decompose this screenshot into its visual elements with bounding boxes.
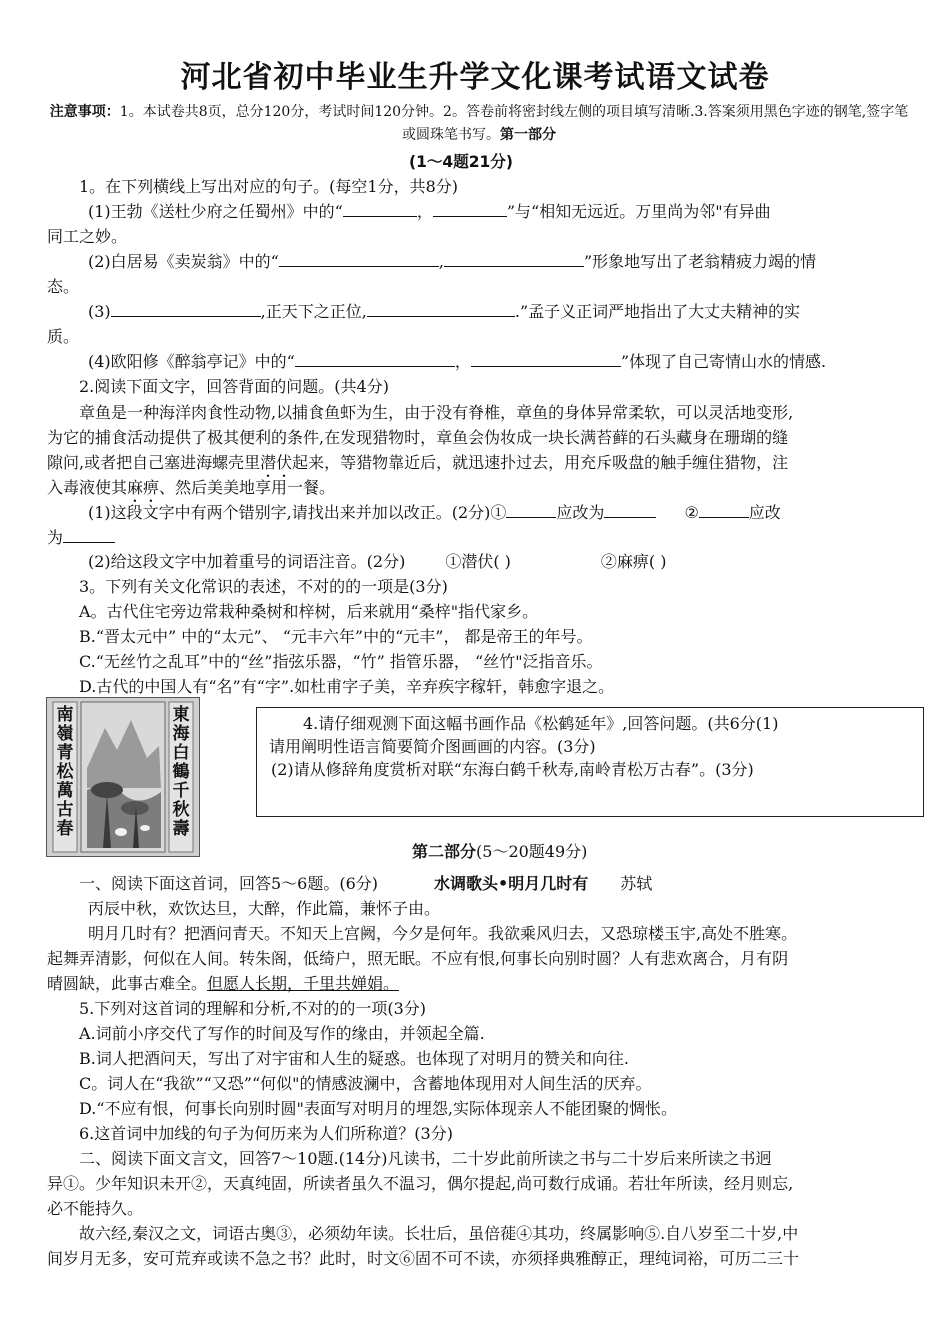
poem-title: 水调歌头•明月几时有 xyxy=(434,874,589,893)
poem-line: 起舞弄清影，何似在人间。转朱阁，低绮户，照无眠。不应有恨,何事长向别时圆？人有悲欢离合，月有阴 xyxy=(47,949,789,968)
emphasis-word: 麻痹 xyxy=(127,478,160,497)
q2-sub1: (1)这段文字中有两个错别字,请找出来并加以改正。(2分)① 应改为 ② 应改 xyxy=(88,503,781,522)
answer-blank[interactable] xyxy=(604,501,656,518)
q3-stem: 3。下列有关文化常识的表述，不对的的一项是(3分) xyxy=(79,577,448,596)
q6-stem: 6.这首词中加线的句子为何历来为人们所称道？(3分) xyxy=(79,1124,453,1143)
notice xyxy=(44,101,914,147)
q4-line: 4.请仔细观测下面这幅书画作品《松鹤延年》,回答问题。(共6分(1) xyxy=(303,714,779,733)
part1-heading: 第一部分 xyxy=(500,127,556,143)
q5-option-d: D.“不应有恨，何事长向别时圆"表面写对明月的埋怨,实际体现亲人不能团聚的惆怅。 xyxy=(79,1099,677,1118)
classical-line: 故六经,秦汉之文，词语古奥③，必须幼年读。长壮后，虽倍蓰④其功，终属影响⑤.自八岁至二十岁,中 xyxy=(79,1224,799,1243)
q2-passage-line: 为它的捕食活动提供了极其便利的条件,在发现猎物时，章鱼会伪妆成一块长满苔藓的石头藏身在珊瑚的缝 xyxy=(47,428,789,447)
q1-item3: (3) ,正天下之正位, .”孟子义正词严地指出了大丈夫精神的实 xyxy=(88,302,801,321)
q1-item1: (1)王勃《送杜少府之任蜀州》中的“ ， ”与“相知无远近。万里尚为邻"有异曲 xyxy=(88,202,771,221)
exam-title: 河北省初中毕业生升学文化课考试语文试卷 xyxy=(180,60,770,95)
q1-stem: 1。在下列横线上写出对应的句子。(每空1分，共8分) xyxy=(79,177,459,196)
q2-passage-line: 隙问,或者把自己塞进海螺壳里潜伏起来，等猎物靠近后，就迅速扑过去，用充斥吸盘的触手缠住猎物，注 xyxy=(47,453,789,472)
answer-blank[interactable] xyxy=(63,526,115,543)
poem-intro-line: 一、阅读下面这首词，回答5～6题。(6分) 水调歌头•明月几时有 苏轼 xyxy=(79,874,653,893)
q5-option-c: C。词人在“我欲”“又恐”“何似"的情感波澜中，含蓄地体现用对人间生活的厌弃。 xyxy=(79,1074,652,1093)
part2-heading: 第二部分(5～20题49分) xyxy=(412,842,588,861)
poem-line: 明月几时有？把酒问青天。不知天上宫阙，今夕是何年。我欲乘风归去，又恐琼楼玉宇,高处不胜寒。 xyxy=(88,924,798,943)
notice-label: 注意事项： xyxy=(49,104,120,120)
notice-text: 1。本试卷共8页，总分120分，考试时间120分钟。2。答卷前将密封线左侧的项目填写清晰.3.答案须用黑色字迹的钢笔,签字笔或圆珠笔书写。 xyxy=(119,104,909,143)
q3-option-d: D.古代的中国人有“名”有“字”.如杜甫字子美，辛弃疾字稼轩，韩愈字退之。 xyxy=(79,677,615,696)
q2-sub1-cont: 为 xyxy=(47,526,115,550)
couplet-left: 南嶺青松萬古春 xyxy=(56,705,74,839)
poem-preface: 丙辰中秋，欢饮达旦，大醉，作此篇，兼怀子由。 xyxy=(88,899,441,918)
q3-option-c: C.“无丝竹之乱耳”中的“丝”指弦乐器，“竹” 指管乐器， “丝竹"泛指音乐。 xyxy=(79,652,603,671)
couplet-right: 東海白鶴千秋壽 xyxy=(172,705,190,839)
q1-item2: (2)白居易《卖炭翁》中的“ , ”形象地写出了老翁精疲力竭的情 xyxy=(88,252,817,271)
q4-line: 请用阐明性语言简要简介图画画的内容。(3分) xyxy=(269,737,596,756)
q5-option-a: A.词前小序交代了写作的时间及写作的缘由，并领起全篇. xyxy=(79,1024,485,1043)
painting-image xyxy=(46,697,200,857)
q2-sub2: (2)给这段文字中加着重号的词语注音。(2分) ①潜伏( ) ②麻痹( ) xyxy=(88,552,667,571)
answer-blank[interactable] xyxy=(111,300,261,317)
q4-box xyxy=(256,707,924,817)
q3-option-b: B.“晋太元中” 中的“太元”、 “元丰六年”中的“元丰”， 都是帝王的年号。 xyxy=(79,627,593,646)
q1-item4: (4)欧阳修《醉翁亭记》中的“ ， ”体现了自己寄情山水的情感. xyxy=(88,352,827,371)
answer-blank[interactable] xyxy=(433,200,507,217)
answer-blank[interactable] xyxy=(444,250,584,267)
underlined-sentence: 但愿人长期，千里共婵娟。 xyxy=(207,974,400,993)
q1-item3-cont: 质。 xyxy=(47,327,80,346)
classical-line: 间岁月无多，安可荒弃或读不急之书？此时，时文⑥固不可不读，亦须择典雅醇正，理纯词裕，可历二三十 xyxy=(47,1249,800,1268)
emphasis-word: 潜伏 xyxy=(260,453,293,472)
answer-blank[interactable] xyxy=(343,200,417,217)
answer-blank[interactable] xyxy=(279,250,439,267)
q2-stem: 2.阅读下面文字，回答背面的问题。(共4分) xyxy=(79,377,389,396)
answer-blank[interactable] xyxy=(699,501,749,518)
q4-line: (2)请从修辞角度赏析对联“东海白鹤千秋寿,南岭青松万古春”。(3分) xyxy=(271,760,754,779)
answer-blank[interactable] xyxy=(367,300,515,317)
q1-item1-cont: 同工之妙。 xyxy=(47,227,128,246)
classical-line: 必不能持久。 xyxy=(47,1199,144,1218)
answer-blank[interactable] xyxy=(295,350,455,367)
q2-passage-line: 章鱼是一种海洋肉食性动物,以捕食鱼虾为生，由于没有脊椎，章鱼的身体异常柔软，可以灵活地变形, xyxy=(79,403,794,422)
poem-author: 苏轼 xyxy=(620,874,653,893)
q5-stem: 5.下列对这首词的理解和分析,不对的的一项(3分) xyxy=(79,999,427,1018)
section1-score: (1～4题21分) xyxy=(408,152,513,171)
poem-line: 晴圆缺，此事古难全。但愿人长期，千里共婵娟。 xyxy=(47,974,400,993)
q5-option-b: B.词人把酒问天，写出了对宇宙和人生的疑惑。也体现了对明月的赞关和向往. xyxy=(79,1049,629,1068)
classical-line: 二、阅读下面文言文，回答7～10题.(14分)凡读书，二十岁此前所读之书与二十岁后来所读之书迥 xyxy=(79,1149,772,1168)
classical-line: 异①。少年知识未开②，天真纯固，所读者虽久不温习，偶尔提起,尚可数行成诵。若壮年所读，经月则忘, xyxy=(47,1174,794,1193)
answer-blank[interactable] xyxy=(471,350,621,367)
answer-blank[interactable] xyxy=(506,501,556,518)
q3-option-a: A。古代住宅旁边常栽种桑树和梓树，后来就用“桑梓"指代家乡。 xyxy=(79,602,539,621)
q1-item2-cont: 态。 xyxy=(47,277,80,296)
q2-passage-line: 入毒液使其麻痹、然后美美地享用一餐。 xyxy=(47,478,336,497)
